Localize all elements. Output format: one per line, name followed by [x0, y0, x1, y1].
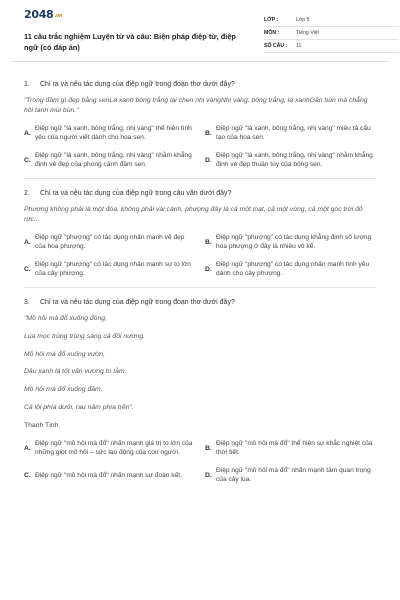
option-letter: A. [24, 129, 31, 137]
option-text: Điệp ngữ "phượng" có tác dụng nhấn mạnh vẻ đẹp của hoa phượng. [35, 233, 185, 251]
answer-option-b[interactable] [205, 439, 376, 458]
meta-label: LỚP : [264, 17, 279, 23]
option-letter: D. [205, 471, 212, 479]
answer-option-a[interactable] [24, 233, 195, 252]
option-text: Điệp ngữ "mồ hôi mà đổ" nhấn mạnh tâm quan trọng của cây lúa. [216, 466, 371, 484]
option-letter: A. [24, 444, 31, 452]
meta-value: Tiếng Việt [296, 30, 320, 36]
answer-option-a[interactable] [24, 124, 195, 143]
metadata-table [264, 14, 399, 53]
meta-value: 11 [296, 43, 302, 49]
answer-options [24, 233, 376, 279]
question-heading [24, 189, 376, 199]
poem-author: Thanh Tịnh [24, 421, 59, 429]
option-text: Điệp ngữ "lá xanh, bông trắng, nhị vàng" nhằm khẳng định vẻ đẹp thuần túy của bông sen. [216, 151, 373, 169]
meta-row-subject [264, 27, 399, 40]
question-number: 1. [24, 81, 30, 88]
answer-option-a[interactable] [24, 439, 195, 458]
poem-line: Cá lội phía dưới, rau năm phía trên". [24, 403, 134, 411]
answer-option-c[interactable] [24, 260, 195, 279]
poem-line: "Mồ hôi mà đổ xuống đồng, [24, 314, 107, 322]
answer-options [24, 439, 376, 485]
question-3 [24, 288, 376, 493]
option-text: Điệp ngữ "mồ hôi mà đổ" nhấn mạnh giá trị to lớn của những giọt mồ hôi – sức lao động của con người. [35, 439, 193, 457]
option-text: Điệp ngữ "mồ hôi mà đổ" nhấn mạnh sự đoàn kết. [35, 471, 182, 479]
answer-option-d[interactable] [205, 466, 376, 485]
answer-option-c[interactable] [24, 466, 195, 485]
question-text: Chỉ ra và nêu tác dụng của điệp ngữ trong câu văn dưới đây? [40, 189, 232, 197]
answer-option-b[interactable] [205, 233, 376, 252]
option-letter: A. [24, 238, 31, 246]
option-letter: C. [24, 265, 31, 273]
option-text: Điệp ngữ "mồ hôi mà đổ" thể hiện sự khắc nghiệt của thời tiết. [216, 439, 373, 457]
answer-option-d[interactable] [205, 151, 376, 170]
option-letter: D. [205, 265, 212, 273]
question-text: Chỉ ra và nêu tác dụng của điệp ngữ trong đoạn thơ dưới đây? [40, 298, 235, 306]
option-text: Điệp ngữ "phượng" có tác dụng nhấn mạnh sự to lớn của cây phượng. [35, 260, 191, 278]
answer-option-c[interactable] [24, 151, 195, 170]
question-list [12, 62, 388, 493]
poem-line: Mồ hôi mà đổ xuống đầm, [24, 386, 103, 394]
answer-option-b[interactable] [205, 124, 376, 143]
worksheet-header [12, 0, 388, 62]
question-passage: Phượng không phải là một đóa, không phải vài cành, phượng đây là cả một loạt, cả một vùng, cả một góc trời đỏ rực... [24, 205, 363, 223]
question-number: 3. [24, 298, 30, 306]
meta-value: Lớp 5 [296, 17, 310, 23]
question-1 [24, 70, 376, 179]
logo-main: 2048 [24, 8, 54, 21]
meta-label: MÔN : [264, 30, 280, 36]
poem-lines [24, 314, 376, 431]
site-logo[interactable] [24, 8, 62, 21]
answer-option-d[interactable] [205, 260, 376, 279]
poem-line: Lúa mọc trùng trùng sáng cả đồi nương. [24, 332, 146, 340]
poem-line: Dâu xanh lá tốt vấn vương to tằm. [24, 368, 127, 376]
question-heading [24, 80, 376, 90]
question-passage: "Trong đầm gì đẹp bằng senLá xanh bông trắng lại chen nhị vàngNhị vàng, bông trắng, lá xanhGần bùn mà chẳng hôi tanh mùi bùn." [24, 97, 368, 114]
document-title: 11 câu trắc nghiệm Luyện từ và câu: Biện pháp điệp từ, điệp ngữ (có đáp án) [24, 32, 236, 52]
meta-label: SỐ CÂU : [264, 43, 288, 49]
option-letter: B. [205, 129, 212, 137]
option-letter: C. [24, 156, 31, 164]
meta-row-count [264, 40, 399, 53]
poem-line: Mồ hôi mà đổ xuống vườn, [24, 350, 105, 358]
option-text: Điệp ngữ "lá xanh, bông trắng, nhị vàng" miêu tả cấu tạo của hoa sen. [216, 124, 371, 142]
option-text: Điệp ngữ "lá xanh, bông trắng, nhị vàng" thể hiện tình yêu của người viết dành cho hoa sen. [35, 124, 192, 142]
answer-options [24, 124, 376, 170]
question-number: 2. [24, 189, 30, 197]
option-text: Điệp ngữ "phượng" có tác dụng nhấn mạnh tình yêu dành cho cây phượng. [216, 260, 370, 278]
option-letter: B. [205, 238, 212, 246]
option-letter: C. [24, 471, 31, 479]
option-text: Điệp ngữ "lá xanh, bông trắng, nhị vàng" nhằm khẳng định vẻ đẹp của phong cảnh đầm sen. [35, 151, 192, 169]
question-text: Chỉ ra và nêu tác dụng của điệp ngữ trong đoạn thơ dưới đây? [40, 81, 235, 88]
option-text: Điệp ngữ "phượng" có tác dụng khẳng định số lượng hoa phượng ở đây là nhiều vô kể. [216, 233, 372, 251]
question-heading [24, 298, 376, 308]
question-2 [24, 179, 376, 288]
logo-suffix: .vn [54, 13, 63, 19]
option-letter: B. [205, 444, 212, 452]
meta-row-grade [264, 14, 399, 27]
option-letter: D. [205, 156, 212, 164]
